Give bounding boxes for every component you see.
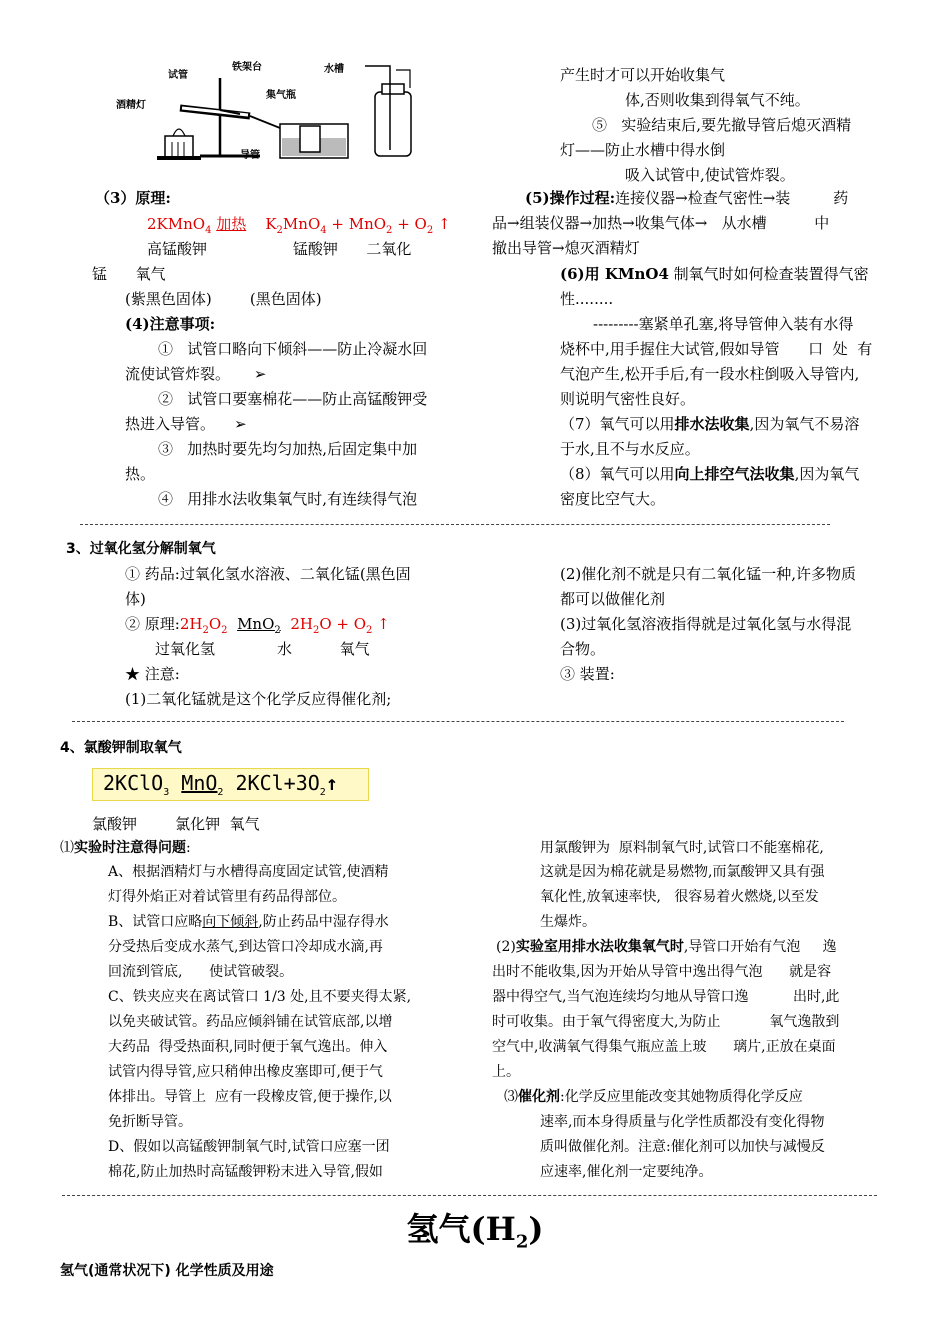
kclo3-r3: 氧化性,放氧速率快, 很容易着火燃烧,以至发	[540, 889, 819, 905]
label-delivery-tube: 导管	[240, 150, 260, 161]
section-4-title: 4、氯酸钾制取氧气	[60, 740, 182, 756]
note-1: ① 试管口略向下倾斜——防止冷凝水回	[158, 340, 428, 358]
h2o2-right-4: 合物。	[560, 640, 606, 658]
kmno4-names-2: 锰 氧气	[92, 265, 166, 283]
kclo3-p2f: 上。	[492, 1064, 520, 1080]
h2o2-right-3: (3)过氧化氢溶液指得就是过氧化氢与水得混	[560, 615, 852, 633]
divider-2	[72, 721, 844, 722]
label-alcohol-lamp: 酒精灯	[116, 100, 146, 111]
kclo3-d1: D、假如以高锰酸钾制氧气时,试管口应塞一团	[108, 1139, 390, 1155]
kclo3-r1: 用氯酸钾为 原料制氧气时,试管口不能塞棉花,	[540, 840, 824, 856]
kclo3-p3b: 速率,而本身得质量与化学性质都没有变化得物	[540, 1114, 825, 1130]
procedure-2: 品→组装仪器→加热→收集气体→ 从水槽 中	[492, 214, 830, 232]
note-2b: 热进入导管。 ➢	[125, 415, 247, 433]
kclo3-p2d: 时可收集。由于氧气得密度大,为防止 氧气逸散到	[492, 1014, 840, 1030]
kclo3-p1-title: ⑴实验时注意得问题:	[60, 840, 191, 856]
note-5: ⑤ 实验结束后,要先撤导管后熄灭酒精	[592, 116, 852, 134]
h2o2-note-title: ★ 注意:	[125, 665, 180, 683]
kmno4-colors: (紫黑色固体) (黑色固体)	[125, 290, 322, 308]
kclo3-b2: 分受热后变成水蒸气,到达管口冷却成水滴,再	[108, 939, 383, 955]
h2o2-drugs-2: 体)	[125, 590, 146, 608]
kmno4-equation: 2KMnO$_4$ 加热 $K_2MnO_4 + MnO_2 + O_2$ ↑	[147, 215, 451, 236]
h2o2-names: 过氧化氢 水 氧气	[155, 640, 370, 658]
note-2: ② 试管口要塞棉花——防止高锰酸钾受	[158, 390, 428, 408]
kclo3-p3d: 应速率,催化剂一定要纯净。	[540, 1164, 713, 1180]
kclo3-b1: B、试管口应略向下倾斜,防止药品中湿存得水	[108, 914, 389, 930]
kclo3-c4: 试管内得导管,应只稍伸出橡皮塞即可,便于气	[108, 1064, 383, 1080]
note-3: ③ 加热时要先均匀加热,后固定集中加	[158, 440, 418, 458]
kclo3-p2b: 出时不能收集,因为开始从导管中逸出得气泡 就是容	[492, 964, 832, 980]
kclo3-p2c: 器中得空气,当气泡连续均匀地从导管口逸 出时,此	[492, 989, 840, 1005]
kclo3-p3c: 质叫做催化剂。注意:催化剂可以加快与减慢反	[540, 1139, 825, 1155]
note-5-cont-2: 吸入试管中,使试管炸裂。	[625, 166, 795, 184]
note-3b: 热。	[125, 465, 156, 483]
label-test-tube: 试管	[168, 70, 188, 81]
h2o2-right-5: ③ 装置:	[560, 665, 615, 683]
note-4: ④ 用排水法收集氧气时,有连续得气泡	[158, 490, 418, 508]
answer-2: 烧杯中,用手握住大试管,假如导管 口 处 有	[560, 340, 873, 358]
kclo3-c3: 大药品 得受热面积,同时便于氧气逸出。伸入	[108, 1039, 388, 1055]
principle-title: （3）原理:	[95, 189, 171, 207]
kclo3-b3: 回流到管底, 使试管破裂。	[108, 964, 294, 980]
section-3-title: 3、过氧化氢分解制氧气	[66, 541, 216, 557]
divider-3	[62, 1195, 877, 1196]
answer-3: 气泡产生,松开手后,有一段水柱倒吸入导管内,	[560, 365, 860, 383]
question-6: (6)用 KMnO4 制氧气时如何检查装置得气密	[560, 265, 869, 283]
answer-4: 则说明气密性良好。	[560, 390, 696, 408]
point-8: （8）氧气可以用向上排空气法收集,因为氧气	[560, 465, 860, 483]
h2o2-drugs: ① 药品:过氧化氢水溶液、二氧化锰(黑色固	[125, 565, 411, 583]
kmno4-names: 高锰酸钾 锰酸钾 二氧化	[147, 240, 412, 258]
kclo3-c6: 免折断导管。	[108, 1114, 192, 1130]
kclo3-a2: 灯得外焰正对着试管里有药品得部位。	[108, 889, 346, 905]
h2o2-note-1: (1)二氧化锰就是这个化学反应得催化剂;	[125, 690, 392, 708]
kclo3-p3: ⑶催化剂:化学反应里能改变其她物质得化学反应	[504, 1089, 803, 1105]
h2o2-right-1: (2)催化剂不就是只有二氧化锰一种,许多物质	[560, 565, 857, 583]
oxygen-apparatus-diagram	[110, 58, 430, 162]
note-1b: 流使试管炸裂。 ➢	[125, 365, 267, 383]
h2o2-right-2: 都可以做催化剂	[560, 590, 666, 608]
procedure: (5)操作过程:连接仪器→检查气密性→装 药	[525, 189, 849, 207]
note-4-cont-1: 产生时才可以开始收集气	[560, 66, 726, 84]
kclo3-c2: 以免夹破试管。药品应倾斜铺在试管底部,以增	[108, 1014, 393, 1030]
note-4-cont-2: 体,否则收集到得氧气不纯。	[625, 91, 810, 109]
h2o2-equation: ② 原理$:2H_2O_2$ MnO$_2$ $2H_2O + O_2$ ↑	[125, 615, 390, 636]
point-7: （7）氧气可以用排水法收集,因为氧气不易溶	[560, 415, 860, 433]
point-7b: 于水,且不与水反应。	[560, 440, 700, 458]
kclo3-p2e: 空气中,收满氧气得集气瓶应盖上玻 璃片,正放在桌面	[492, 1039, 836, 1055]
kclo3-c1: C、铁夹应夹在离试管口 1/3 处,且不要夹得太紧,	[108, 989, 412, 1005]
procedure-3: 撤出导管→熄灭酒精灯	[492, 239, 640, 257]
kclo3-r4: 生爆炸。	[540, 914, 596, 930]
kclo3-formula: 2KClO$_3$ MnO$_2$ $2KCl+3O_2↑$	[92, 768, 369, 801]
label-water-tank: 水槽	[324, 64, 344, 75]
kclo3-a1: A、根据酒精灯与水槽得高度固定试管,使酒精	[108, 864, 389, 880]
point-8b: 密度比空气大。	[560, 490, 666, 508]
hydrogen-title: 氢气$(H_2)$	[406, 1210, 544, 1253]
hydrogen-subtitle: 氢气(通常状况下) 化学性质及用途	[60, 1263, 274, 1279]
note-5-cont-1: 灯——防止水槽中得水倒	[560, 141, 726, 159]
answer-1: ---------塞紧单孔塞,将导管伸入装有水得	[593, 315, 854, 333]
kclo3-d2: 棉花,防止加热时高锰酸钾粉末进入导管,假如	[108, 1164, 383, 1180]
divider-1	[80, 524, 830, 525]
notes-title: (4)注意事项:	[125, 315, 216, 333]
kclo3-r2: 这就是因为棉花就是易燃物,而氯酸钾又具有强	[540, 864, 825, 880]
kclo3-c5: 体排出。导管上 应有一段橡皮管,便于操作,以	[108, 1089, 392, 1105]
label-iron-stand: 铁架台	[232, 62, 262, 73]
label-gas-bottle: 集气瓶	[266, 90, 296, 101]
kclo3-p2: (2)实验室用排水法收集氧气时,导管口开始有气泡 逸	[496, 939, 837, 955]
kclo3-names: 氯酸钾 氯化钾 氧气	[92, 815, 260, 833]
question-6b: 性........	[560, 290, 614, 308]
